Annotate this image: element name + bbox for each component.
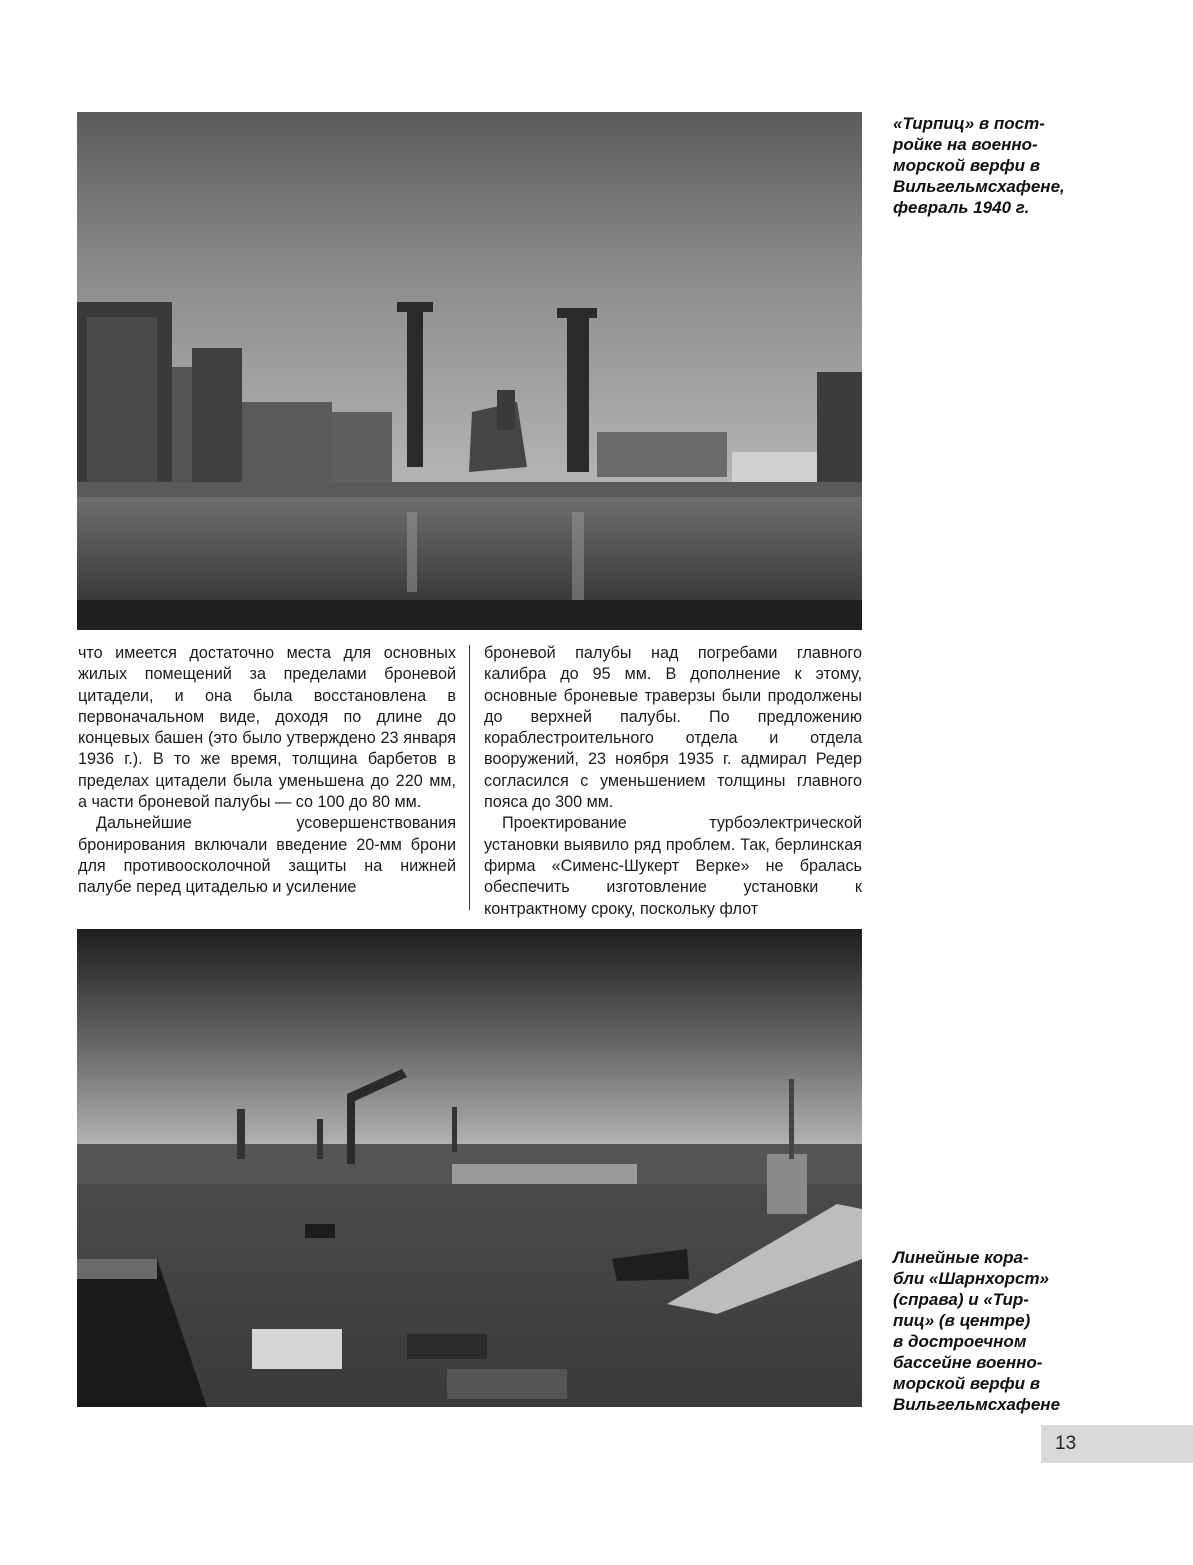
paragraph: броневой палубы над погребами главного калибра до 95 мм. В дополнение к этому, основные броневые траверзы были продолжены до верхней палубы. По предложению кораблестроительного отдела и отдела вооружений, 23 ноября 1935 г. адмирал Редер согласился с уменьшением толщины главного пояса до 300 мм.	[484, 644, 862, 812]
harbor-photo-image	[77, 929, 862, 1407]
shipyard-photo-image	[77, 112, 862, 630]
paragraph: что имеется достаточно места для основных жилых помещений за пределами броневой цитадели, и она была восстановлена в первоначальном виде, доходя по длине до концевых башен (это было утверждено 23 января 1936 г.). В то же время, толщина барбетов в пределах цитадели была уменьшена до 220 мм, а части броневой палубы — со 100 до 80 мм.	[78, 644, 456, 812]
caption-bottom-photo: Линейные кора- бли «Шарнхорст» (справа) и «Тир- пиц» (в центре) в достроечном бассейне военно- морской верфи в Вильгельмсхафене	[893, 1248, 1061, 1414]
column-divider	[469, 645, 470, 910]
caption-top-photo: «Тирпиц» в пост- ройке на военно- морской верфи в Вильгельмсхафене, февраль 1940 г.	[893, 114, 1065, 217]
text-column-left	[78, 643, 456, 899]
text-column-right	[484, 643, 862, 920]
paragraph: Проектирование турбоэлектрической установки выявило ряд проблем. Так, берлинская фирма «Сименс-Шукерт Верке» не бралась обеспечить изготовление установки к контрактному сроку, поскольку флот	[484, 814, 862, 918]
photo-tirpitz-construction	[77, 112, 862, 630]
photo-battleships-basin	[77, 929, 862, 1407]
page-number-box	[1041, 1425, 1193, 1463]
paragraph: Дальнейшие усовершенствования бронирования включали введение 20-мм брони для противоосколочной защиты на нижней палубе перед цитаделью и усиление	[78, 814, 456, 897]
page-number: 13	[1055, 1433, 1077, 1454]
